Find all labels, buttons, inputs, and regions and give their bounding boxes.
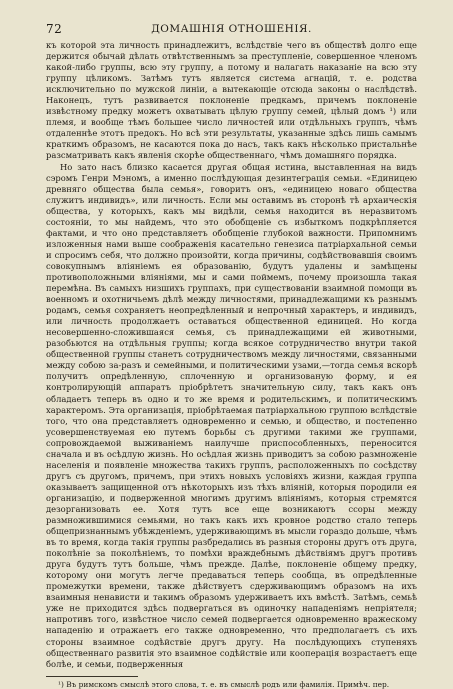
running-title: ДОМАШНІЯ ОТНОШЕНІЯ.: [151, 23, 312, 35]
paragraph-1: къ которой эта личность принадлежитъ, вслѣдствіе чего въ обществѣ долго еще держится обычай дѣлать отвѣтственнымъ за преступленіе, совершенное членомъ какой-либо группы, всю эту группу, а потому и налагать наказаніе на всю эту группу цѣликомъ. Затѣмъ тутъ является система агнацій, т. е. родства исключительно по мужской линіи, а вытекающіе отсюда законы о наслѣдствѣ. Наконецъ, тутъ развивается поклоненіе предкамъ, причемъ поклоненіе извѣстному предку можетъ охватывать цѣлую группу семей, цѣлый домъ ¹) или племя, и вообще тѣмъ большее число личностей или отдѣльныхъ группъ, чѣмъ отдаленнѣе этотъ предокъ. Но всѣ эти результаты, указанные здѣсь лишь самымъ краткимъ образомъ, не касаются пока до насъ, такъ какъ нѣсколько пристальнѣе разсматривать какъ явленія скорѣе общественнаго, чѣмъ домашняго порядка.: [46, 40, 417, 161]
footnote-divider: [46, 676, 138, 677]
footnote: ¹) Въ римскомъ смыслѣ этого слова, т. е. въ смыслѣ родъ или фамилія. Примѣч. пер.: [58, 679, 390, 689]
paragraph-2: Но зато насъ близко касается другая общая истина, выставленная на видъ сэромъ Генри Мэномъ, а именно послѣдующая дезинтеграція семьи. «Единицею древняго общества была семья», говоритъ онъ, «единицею новаго общества служитъ индивидъ», или личность. Если мы оставимъ въ сторонѣ тѣ архаическія общества, у которыхъ, какъ мы видѣли, семья находится въ неразвитомъ состояніи, то мы найдемъ, что это обобщеніе съ избыткомъ подкрѣпляется фактами, и что оно представляетъ обобщеніе глубокой важности. Припомнимъ изложенныя нами выше соображенія касательно генезиса патріархальной семьи и спросимъ себя, что должно произойти, когда причины, содѣйствовавшія своимъ совокупнымъ вліяніемъ ея образованію, будутъ удалены и замѣщены противоположными вліяніями, мы и сами поймемъ, почему произошла такая перемѣна. Въ самыхъ низшихъ группахъ, при существованіи взаимной помощи въ военномъ и охотничьемъ дѣлѣ между личностями, принадлежащими къ разнымъ родамъ, семья сохраняетъ неопредѣленный и непрочный характеръ, и индивидъ, или личность продолжаетъ оставаться общественной единицей. Но когда несовершенно-сложившаяся семья, съ принадлежащими ей животными, разобьются на отдѣльныя группы; когда всякое сотрудничество внутри такой общественной группы станетъ сотрудничествомъ между личностями, связанными между собою за-разъ и семейными, и политическими узами,—тогда семья вскорѣ получитъ опредѣленную, сплоченную и организованую форму, и ея контролирующій аппаратъ пріобрѣтетъ значительную силу, такъ какъ онъ обладаетъ теперь въ одно и то же время и родительскимъ, и политическимъ характеромъ. Эта организація, пріобрѣтаемая патріархальною группою вслѣдствіе того, что она представляетъ одновременно и семью, и общество, и постепенно усовершенствуемая ею путемъ борьбы съ другими такими же группами, сопровождаемой выживаніемъ наилучше приспособленныхъ, переносится сначала и въ осѣдлую жизнь. Но осѣдлая жизнь приводитъ за собою размноженіе населенія и появленіе множества такихъ группъ, расположенныхъ по сосѣдству другъ съ другомъ, причемъ, при этихъ новыхъ условіяхъ жизни, каждая группа оказываетъ защищенной отъ нѣкоторыхъ изъ тѣхъ вліяній, которыя породили ея организацію, и подверженной многимъ другимъ вліяніямъ, которыя стремятся дезорганизовать ее. Хотя тутъ все еще возникаютъ ссоры между размножившимися семьями, но такъ какъ ихъ кровное родство стало теперь общепризнаннымъ убѣжденіемъ, удерживающимъ въ мысли гораздо дольше, чѣмъ въ то время, когда такія группы разбредались въ разныя стороны другъ отъ друга, поколѣніе за поколѣніемъ, то помѣхи враждебнымъ дѣйствіямъ другъ противъ друга будутъ тутъ больше, чѣмъ прежде. Далѣе, поклоненіе общему предку, которому они могутъ легче предаваться теперь сообща, въ опредѣленные промежутки времени, также дѣйствуетъ сдерживающимъ образомъ на ихъ взаимныя ненависти и такимъ образомъ удерживаетъ ихъ вмѣстѣ. Затѣмъ, семьѣ уже не приходится здѣсь подвергаться въ одиночку нападеніямъ непріятеля; напротивъ того, извѣстное число семей подвергается одновременно вражескому нападенію и отражаетъ его также одновременно, что предполагаетъ съ ихъ стороны взаимное содѣйствіе другъ другу. На послѣдующихъ ступеняхъ общественнаго развитія это взаимное содѣйствіе или кооперація возрастаетъ еще болѣе, и семьи, подверженныя: [46, 161, 417, 669]
body-text: [46, 40, 417, 670]
running-head: [46, 22, 417, 38]
page-number: 72: [46, 22, 63, 36]
